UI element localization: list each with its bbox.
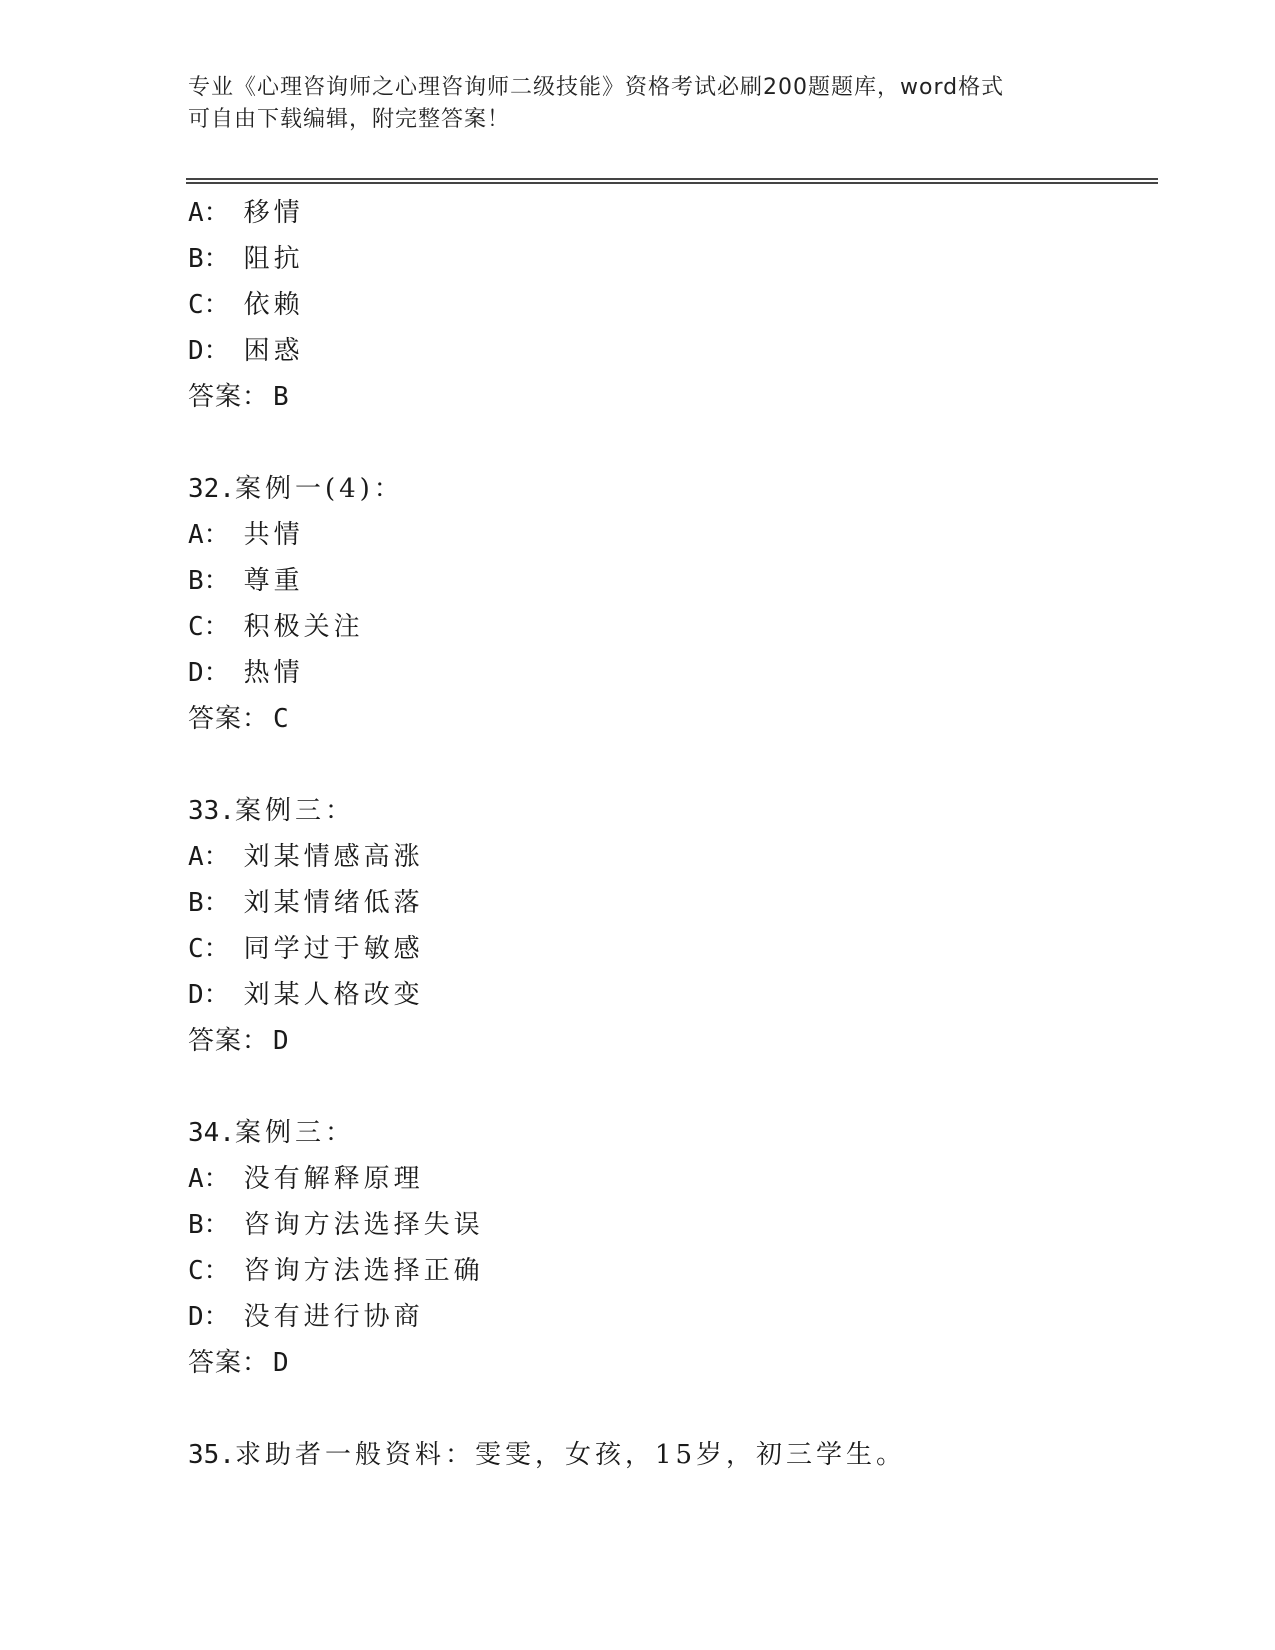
option-text: 阻抗 <box>243 244 304 274</box>
option-text: 刘某情感高涨 <box>243 842 424 872</box>
option-text: 咨询方法选择正确 <box>243 1256 484 1286</box>
header-divider-top <box>186 178 1158 180</box>
option-label: C： <box>188 290 230 320</box>
option-text: 积极关注 <box>243 612 364 642</box>
option-d <box>188 650 1148 696</box>
option-label: A： <box>188 1164 230 1194</box>
header-divider-bottom <box>186 182 1158 184</box>
answer-line <box>188 374 1148 420</box>
document-header <box>188 72 1068 136</box>
spacer <box>188 1064 1148 1110</box>
option-text: 没有解释原理 <box>243 1164 424 1194</box>
answer-line <box>188 1340 1148 1386</box>
answer-value: B <box>273 382 290 412</box>
question-35 <box>188 1432 1148 1478</box>
option-label: A： <box>188 520 230 550</box>
option-text: 热情 <box>243 658 304 688</box>
question-stem <box>188 788 1148 834</box>
option-b <box>188 880 1148 926</box>
question-31 <box>188 190 1148 420</box>
question-number: 33. <box>188 796 235 826</box>
option-a <box>188 512 1148 558</box>
answer-label: 答案： <box>188 1348 270 1378</box>
option-c <box>188 926 1148 972</box>
header-line-2: 可自由下载编辑，附完整答案！ <box>188 107 511 132</box>
answer-label: 答案： <box>188 382 270 412</box>
question-32 <box>188 466 1148 742</box>
question-33 <box>188 788 1148 1064</box>
option-d <box>188 328 1148 374</box>
option-c <box>188 604 1148 650</box>
option-label: C： <box>188 612 230 642</box>
option-a <box>188 834 1148 880</box>
question-text: 案例一(4)： <box>234 474 404 504</box>
option-text: 依赖 <box>243 290 304 320</box>
question-text: 案例三： <box>234 796 355 826</box>
spacer <box>188 742 1148 788</box>
question-list <box>188 190 1148 1478</box>
option-label: C： <box>188 934 230 964</box>
option-text: 尊重 <box>243 566 304 596</box>
option-label: C： <box>188 1256 230 1286</box>
question-34 <box>188 1110 1148 1386</box>
question-stem <box>188 466 1148 512</box>
question-text: 求助者一般资料：雯雯，女孩，15岁，初三学生。 <box>234 1440 907 1470</box>
option-text: 移情 <box>243 198 304 228</box>
option-label: A： <box>188 198 230 228</box>
answer-value: D <box>273 1026 290 1056</box>
option-text: 刘某情绪低落 <box>243 888 424 918</box>
question-number: 35. <box>188 1440 235 1470</box>
option-label: B： <box>188 244 230 274</box>
answer-label: 答案： <box>188 704 270 734</box>
question-text: 案例三： <box>234 1118 355 1148</box>
answer-line <box>188 1018 1148 1064</box>
answer-value: D <box>273 1348 290 1378</box>
question-number: 32. <box>188 474 235 504</box>
option-b <box>188 558 1148 604</box>
option-c <box>188 282 1148 328</box>
option-text: 刘某人格改变 <box>243 980 424 1010</box>
option-b <box>188 1202 1148 1248</box>
answer-label: 答案： <box>188 1026 270 1056</box>
spacer <box>188 420 1148 466</box>
answer-line <box>188 696 1148 742</box>
option-text: 共情 <box>243 520 304 550</box>
option-label: D： <box>188 336 230 366</box>
option-text: 没有进行协商 <box>243 1302 424 1332</box>
option-a <box>188 190 1148 236</box>
option-label: D： <box>188 980 230 1010</box>
option-label: B： <box>188 888 230 918</box>
answer-value: C <box>273 704 290 734</box>
option-d <box>188 1294 1148 1340</box>
spacer <box>188 1386 1148 1432</box>
option-c <box>188 1248 1148 1294</box>
option-label: B： <box>188 566 230 596</box>
option-label: D： <box>188 1302 230 1332</box>
option-text: 同学过于敏感 <box>243 934 424 964</box>
option-text: 困惑 <box>243 336 304 366</box>
option-b <box>188 236 1148 282</box>
header-line-1: 专业《心理咨询师之心理咨询师二级技能》资格考试必刷200题题库，word格式 <box>188 75 1005 100</box>
option-label: D： <box>188 658 230 688</box>
question-stem <box>188 1110 1148 1156</box>
option-d <box>188 972 1148 1018</box>
option-label: B： <box>188 1210 230 1240</box>
option-a <box>188 1156 1148 1202</box>
question-number: 34. <box>188 1118 235 1148</box>
option-label: A： <box>188 842 230 872</box>
question-stem <box>188 1432 1148 1478</box>
option-text: 咨询方法选择失误 <box>243 1210 484 1240</box>
